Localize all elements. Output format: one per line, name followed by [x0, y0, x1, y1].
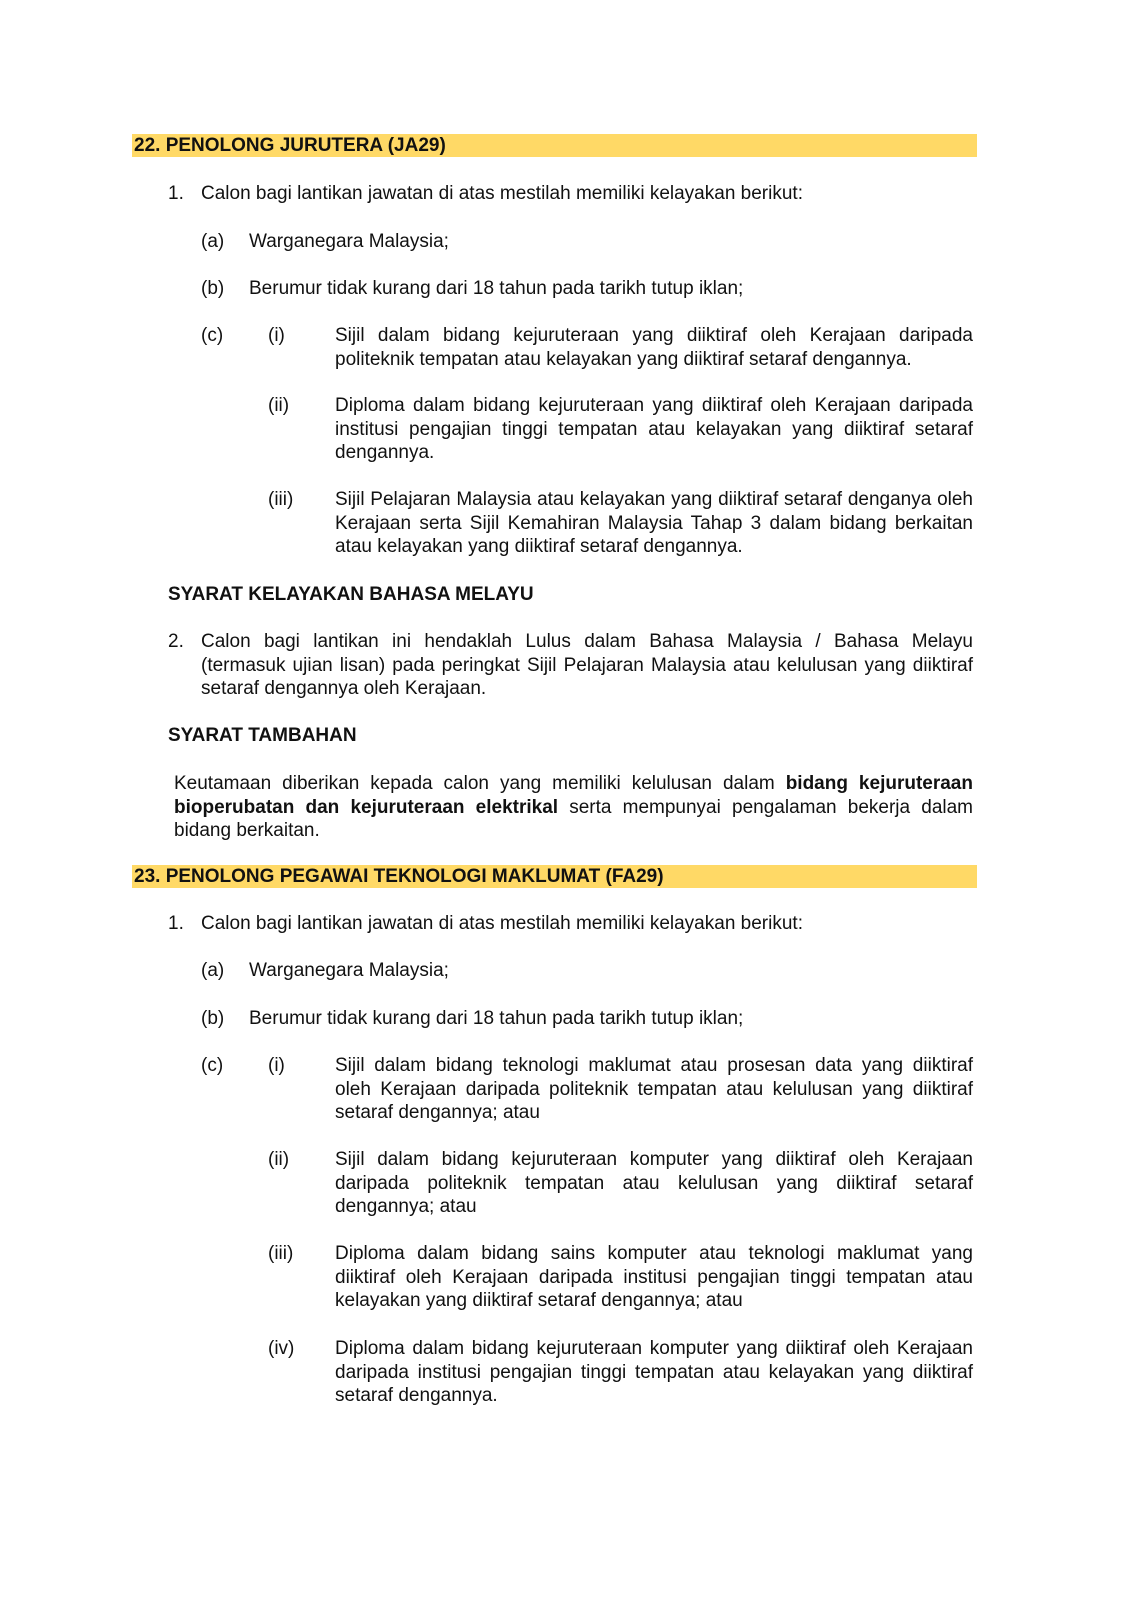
additional-requirement-paragraph	[174, 772, 973, 843]
item-number: 1.	[168, 183, 184, 204]
item-label: (iii)	[268, 1243, 294, 1264]
item-label: (c)	[201, 1055, 224, 1076]
item-label: (c)	[201, 325, 224, 346]
item-number: 2.	[168, 631, 184, 652]
item-text: Diploma dalam bidang sains komputer atau teknologi maklumat yang diiktiraf oleh Kerajaan daripada institusi pengajian tinggi tempatan atau kelayakan yang diiktiraf setaraf dengannya; atau	[335, 1243, 973, 1312]
section-22-heading: 22. PENOLONG JURUTERA (JA29)	[132, 134, 977, 157]
item-text: Calon bagi lantikan ini hendaklah Lulus dalam Bahasa Malaysia / Bahasa Melayu (termasuk ujian lisan) pada peringkat Sijil Pelajaran Malaysia atau kelulusan yang diiktiraf setaraf dengannya oleh Kerajaan.	[201, 631, 973, 700]
item-text: Diploma dalam bidang kejuruteraan komputer yang diiktiraf oleh Kerajaan daripada institusi pengajian tinggi tempatan atau kelayakan yang diiktiraf setaraf dengannya.	[335, 1338, 973, 1407]
item-text: Diploma dalam bidang kejuruteraan yang diiktiraf oleh Kerajaan daripada institusi pengajian tinggi tempatan atau kelayakan yang diiktiraf setaraf dengannya.	[335, 395, 973, 464]
bold-text: bidang kejuruteraan bioperubatan dan kejuruteraan elektrikal	[174, 773, 973, 818]
item-text: Sijil dalam bidang kejuruteraan komputer yang diiktiraf oleh Kerajaan daripada politeknik tempatan atau kelulusan yang diiktiraf setaraf dengannya; atau	[335, 1149, 973, 1218]
item-label: (iii)	[268, 489, 294, 510]
item-text: Sijil dalam bidang kejuruteraan yang diiktiraf oleh Kerajaan daripada politeknik tempatan atau kelayakan yang diiktiraf setaraf dengannya.	[335, 325, 973, 370]
item-label: (a)	[201, 960, 225, 981]
item-text: Calon bagi lantikan jawatan di atas mestilah memiliki kelayakan berikut:	[201, 913, 803, 934]
item-text: Sijil dalam bidang teknologi maklumat atau prosesan data yang diiktiraf oleh Kerajaan daripada politeknik tempatan atau kelulusan yang diiktiraf setaraf dengannya; atau	[335, 1055, 973, 1124]
item-label: (i)	[268, 1055, 285, 1076]
item-text: Sijil Pelajaran Malaysia atau kelayakan yang diiktiraf setaraf denganya oleh Kerajaan serta Sijil Kemahiran Malaysia Tahap 3 dalam bidang berkaitan atau kelayakan yang diiktiraf setaraf dengannya.	[335, 489, 973, 558]
item-label: (iv)	[268, 1338, 295, 1359]
subheading: SYARAT TAMBAHAN	[168, 725, 357, 746]
item-text: Warganegara Malaysia;	[249, 960, 449, 981]
text: serta mempunyai pengalaman bekerja dalam bidang berkaitan.	[174, 796, 973, 842]
item-number: 1.	[168, 913, 184, 934]
item-text: Berumur tidak kurang dari 18 tahun pada tarikh tutup iklan;	[249, 1008, 744, 1029]
text: Keutamaan diberikan kepada calon yang memiliki kelulusan dalam	[174, 773, 786, 794]
item-text: Calon bagi lantikan jawatan di atas mestilah memiliki kelayakan berikut:	[201, 183, 803, 204]
item-label: (ii)	[268, 395, 290, 416]
subheading: SYARAT KELAYAKAN BAHASA MELAYU	[168, 584, 534, 605]
item-label: (b)	[201, 278, 225, 299]
item-label: (a)	[201, 231, 225, 252]
item-label: (ii)	[268, 1149, 290, 1170]
item-text: Warganegara Malaysia;	[249, 231, 449, 252]
section-23-heading: 23. PENOLONG PEGAWAI TEKNOLOGI MAKLUMAT (FA29)	[132, 865, 977, 888]
item-label: (i)	[268, 325, 285, 346]
item-text: Berumur tidak kurang dari 18 tahun pada tarikh tutup iklan;	[249, 278, 744, 299]
item-label: (b)	[201, 1008, 225, 1029]
